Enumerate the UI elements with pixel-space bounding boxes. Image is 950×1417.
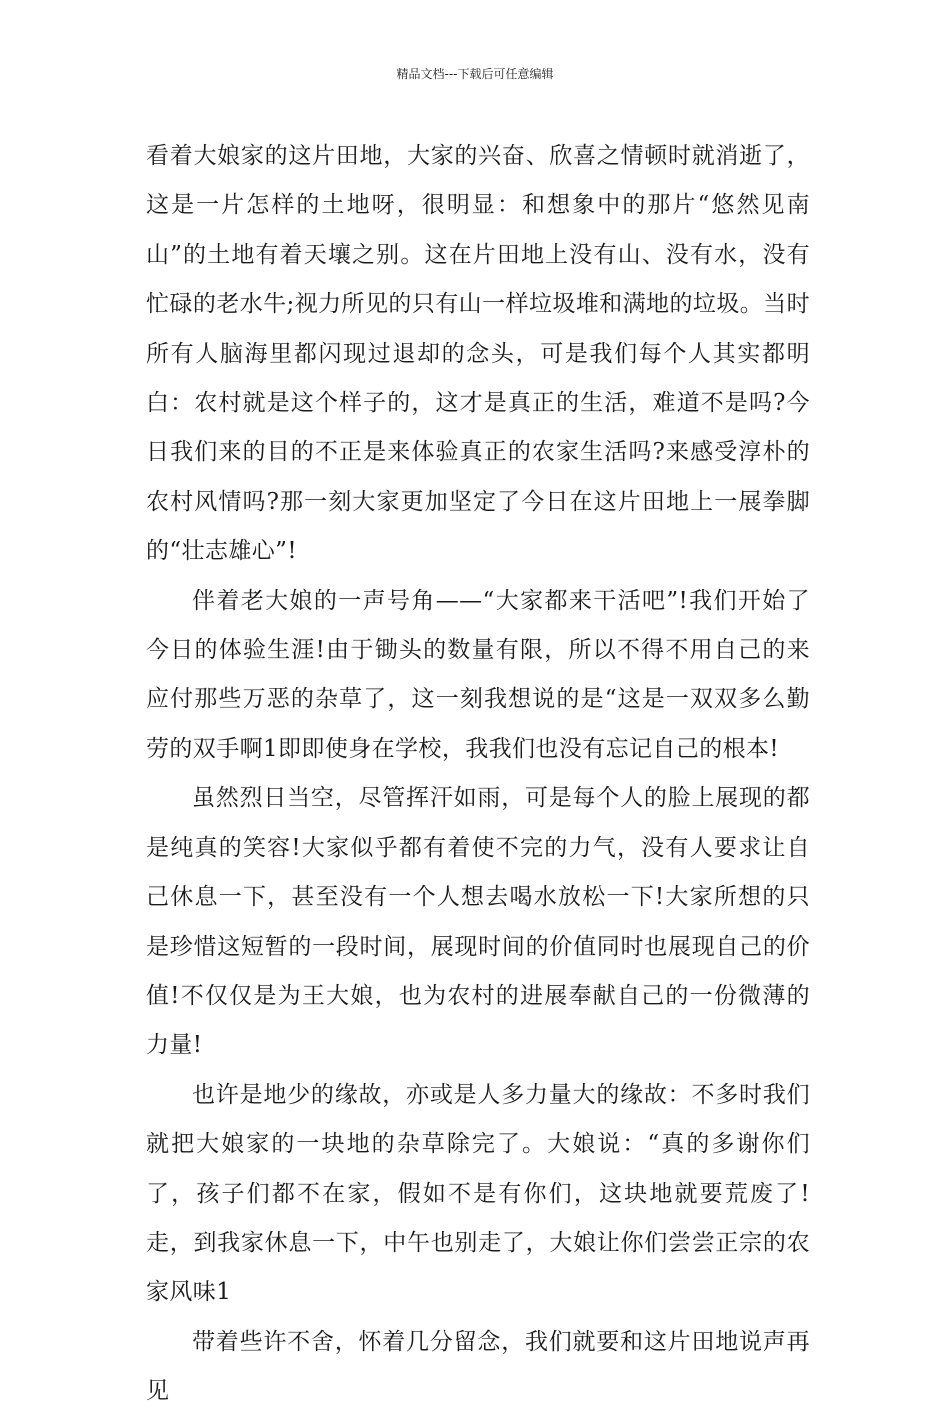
- paragraph-5: 带着些许不舍，怀着几分留念，我们就要和这片田地说声再见: [146, 1328, 810, 1405]
- document-body: [146, 132, 810, 1417]
- paragraph-2: 伴着老大娘的一声号角——“大家都来干活吧”!我们开始了今日的体验生涯!由于锄头的数量有限，所以不得不用自己的来应付那些万恶的杂草了，这一刻我想说的是“这是一双双多么勤劳的双手啊1即即使身在学校，我我们也没有忘记自己的根本!: [146, 587, 810, 762]
- paragraph-1: 看着大娘家的这片田地，大家的兴奋、欣喜之情顿时就消逝了，这是一片怎样的土地呀，很明显：和想象中的那片“悠然见南山”的土地有着天壤之别。这在片田地上没有山、没有水，没有忙碌的老水牛;视力所见的只有山一样垃圾堆和满地的垃圾。当时所有人脑海里都闪现过退却的念头，可是我们每个人其实都明白：农村就是这个样子的，这才是真正的生活，难道不是吗?今日我们来的目的不正是来体验真正的农家生活吗?来感受淳朴的农村风情吗?那一刻大家更加坚定了今日在这片田地上一展拳脚的“壮志雄心”!: [146, 143, 810, 565]
- page-header: 精品文档---下载后可任意编辑: [396, 67, 554, 81]
- paragraph-4: 也许是地少的缘故，亦或是人多力量大的缘故：不多时我们就把大娘家的一块地的杂草除完了。大娘说：“真的多谢你们了，孩子们都不在家，假如不是有你们，这块地就要荒废了!走，到我家休息一下，中午也别走了，大娘让你们尝尝正宗的农家风味1: [146, 1081, 810, 1306]
- paragraph-3: 虽然烈日当空，尽管挥汗如雨，可是每个人的脸上展现的都是纯真的笑容!大家似乎都有着使不完的力气，没有人要求让自己休息一下，甚至没有一个人想去喝水放松一下!大家所想的只是珍惜这短暂的一段时间，展现时间的价值同时也展现自己的价值!不仅仅是为王大娘，也为农村的进展奉献自己的一份微薄的力量!: [146, 785, 810, 1059]
